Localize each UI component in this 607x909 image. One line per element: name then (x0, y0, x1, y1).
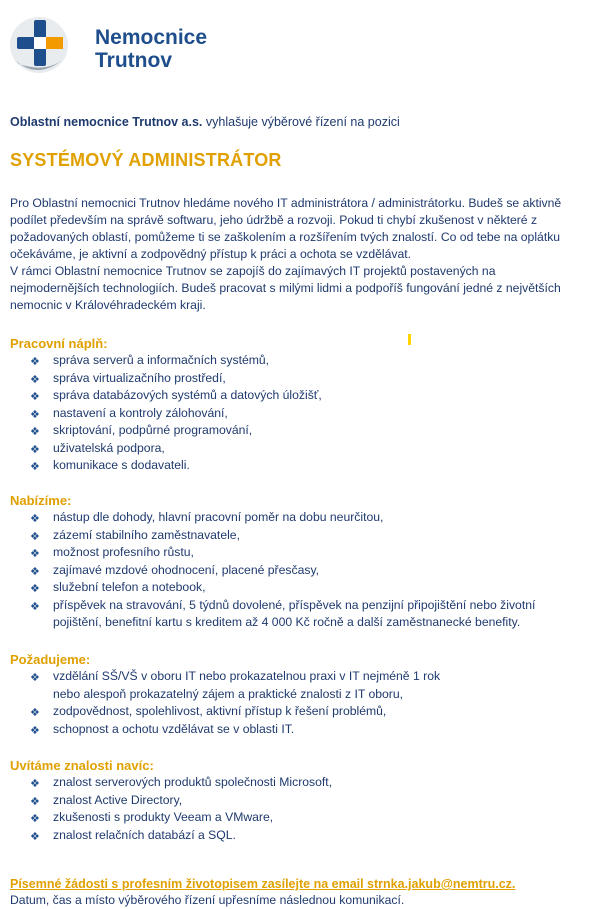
list-item: ❖ schopnost a ochotu vzdělávat se v oblasti IT. (10, 721, 600, 739)
list-item: ❖ komunikace s dodavateli. (10, 457, 600, 475)
section-heading: Nabízíme: (10, 493, 72, 508)
list-item: ❖ příspěvek na stravování, 5 týdnů dovolené, příspěvek na penzijní připojištění nebo životní (10, 597, 600, 615)
job-description (10, 195, 600, 314)
list-item: ❖ znalost serverových produktů společnosti Microsoft, (10, 774, 600, 792)
bullet-icon: ❖ (30, 672, 40, 684)
bullet-icon: ❖ (30, 513, 40, 525)
section-navic (10, 757, 600, 844)
hospital-cross-logo-icon (9, 12, 75, 76)
logo-line2: Trutnov (95, 49, 172, 72)
bullet-icon: ❖ (30, 391, 40, 403)
bullet-icon: ❖ (30, 707, 40, 719)
description-line: podílet především na správě softwaru, jeho údržbě a rozvoji. Pokud ti chybí zkušenost v některé z (10, 213, 538, 227)
bullet-icon: ❖ (30, 443, 40, 456)
list-item: ❖ skriptování, podpůrné programování, (10, 422, 600, 440)
bullet-icon: ❖ (30, 724, 40, 737)
list-item: ❖ zkušenosti s produkty Veeam a VMware, (10, 809, 600, 827)
list-item-continuation: pojištění, benefitní kartu s kreditem až 4 000 Kč ročně a další zaměstnanecké benefity. (53, 615, 521, 629)
bullet-icon: ❖ (30, 548, 40, 560)
job-title: SYSTÉMOVÝ ADMINISTRÁTOR (10, 150, 282, 170)
list-item: ❖ uživatelská podpora, (10, 440, 600, 458)
section-heading: Požadujeme: (10, 652, 91, 667)
list-item: ❖ znalost relačních databází a SQL. (10, 827, 600, 845)
list-item: ❖ nastavení a kontroly zálohování, (10, 405, 600, 423)
list-item: ❖ zajímavé mzdové ohodnocení, placené přesčasy, (10, 562, 600, 580)
section-napln (10, 335, 600, 475)
logo-wordmark (95, 26, 207, 72)
bullet-icon: ❖ (30, 795, 40, 808)
section-pozadujeme (10, 651, 600, 738)
bullet-icon: ❖ (30, 600, 40, 613)
description-line: očekáváme, je aktivní a zodpovědný přístup k práci a ochota se vzdělávat. (10, 247, 412, 261)
bullet-icon: ❖ (30, 583, 40, 595)
bullet-icon: ❖ (30, 813, 40, 825)
section-heading: Pracovní náplň: (10, 336, 108, 351)
intro-org: Oblastní nemocnice Trutnov a.s. (10, 115, 203, 129)
bullet-icon: ❖ (30, 530, 40, 543)
bullet-icon: ❖ (30, 830, 40, 843)
list-item: ❖ správa databázových systémů a datových úložišť, (10, 387, 600, 405)
bullet-icon: ❖ (30, 408, 40, 421)
hospital-logo (9, 12, 239, 76)
logo-line1: Nemocnice (95, 26, 208, 49)
bullet-icon: ❖ (30, 373, 40, 386)
bullet-icon: ❖ (30, 356, 40, 368)
contact-note: Datum, čas a místo výběrového řízení upřesníme následnou komunikací. (10, 893, 405, 907)
intro-text: vyhlašuje výběrové řízení na pozici (202, 115, 400, 129)
section-heading: Uvítáme znalosti navíc: (10, 758, 154, 773)
description-line: nemocnic v Královéhradeckém kraji. (10, 298, 206, 312)
list-item: ❖ služební telefon a notebook, (10, 579, 600, 597)
list-item: ❖ nástup dle dohody, hlavní pracovní poměr na dobu neurčitou, (10, 509, 600, 527)
bullet-icon: ❖ (30, 426, 40, 438)
contact-email-link[interactable]: Písemné žádosti s profesním životopisem zasílejte na email strnka.jakub@nemtru.cz. (10, 877, 516, 891)
description-line: nejmodernějších technologiích. Budeš pracovat s milými lidmi a podpoříš fungování jedné z největších (10, 281, 561, 295)
list-item: ❖ možnost profesního růstu, (10, 544, 600, 562)
bullet-icon: ❖ (30, 461, 40, 473)
bullet-icon: ❖ (30, 565, 40, 578)
list-item: ❖ zodpovědnost, spolehlivost, aktivní přístup k řešení problémů, (10, 703, 600, 721)
description-line: požadovaných oblastí, pomůžeme ti se zaškolením a rozšířením tvých znalostí. Co od tebe na oplátku (10, 230, 561, 244)
list-item: ❖ správa virtualizačního prostředí, (10, 370, 600, 388)
list-item: ❖ znalost Active Directory, (10, 792, 600, 810)
list-item: ❖ zázemí stabilního zaměstnavatele, (10, 527, 600, 545)
intro-line (10, 115, 400, 129)
section-nabizime (10, 492, 600, 632)
bullet-icon: ❖ (30, 778, 40, 790)
description-line: Pro Oblastní nemocnici Trutnov hledáme nového IT administrátora / administrátorku. Budeš se aktivně (10, 196, 562, 210)
list-item: ❖ správa serverů a informačních systémů, (10, 352, 600, 370)
list-item-continuation: nebo alespoň prokazatelný zájem a praktické znalosti z IT oboru, (53, 686, 404, 701)
list-item: ❖ vzdělání SŠ/VŠ v oboru IT nebo prokazatelnou praxi v IT nejméně 1 rok (10, 668, 600, 686)
description-line: V rámci Oblastní nemocnice Trutnov se zapojíš do zajímavých IT projektů postavených na (10, 264, 496, 278)
